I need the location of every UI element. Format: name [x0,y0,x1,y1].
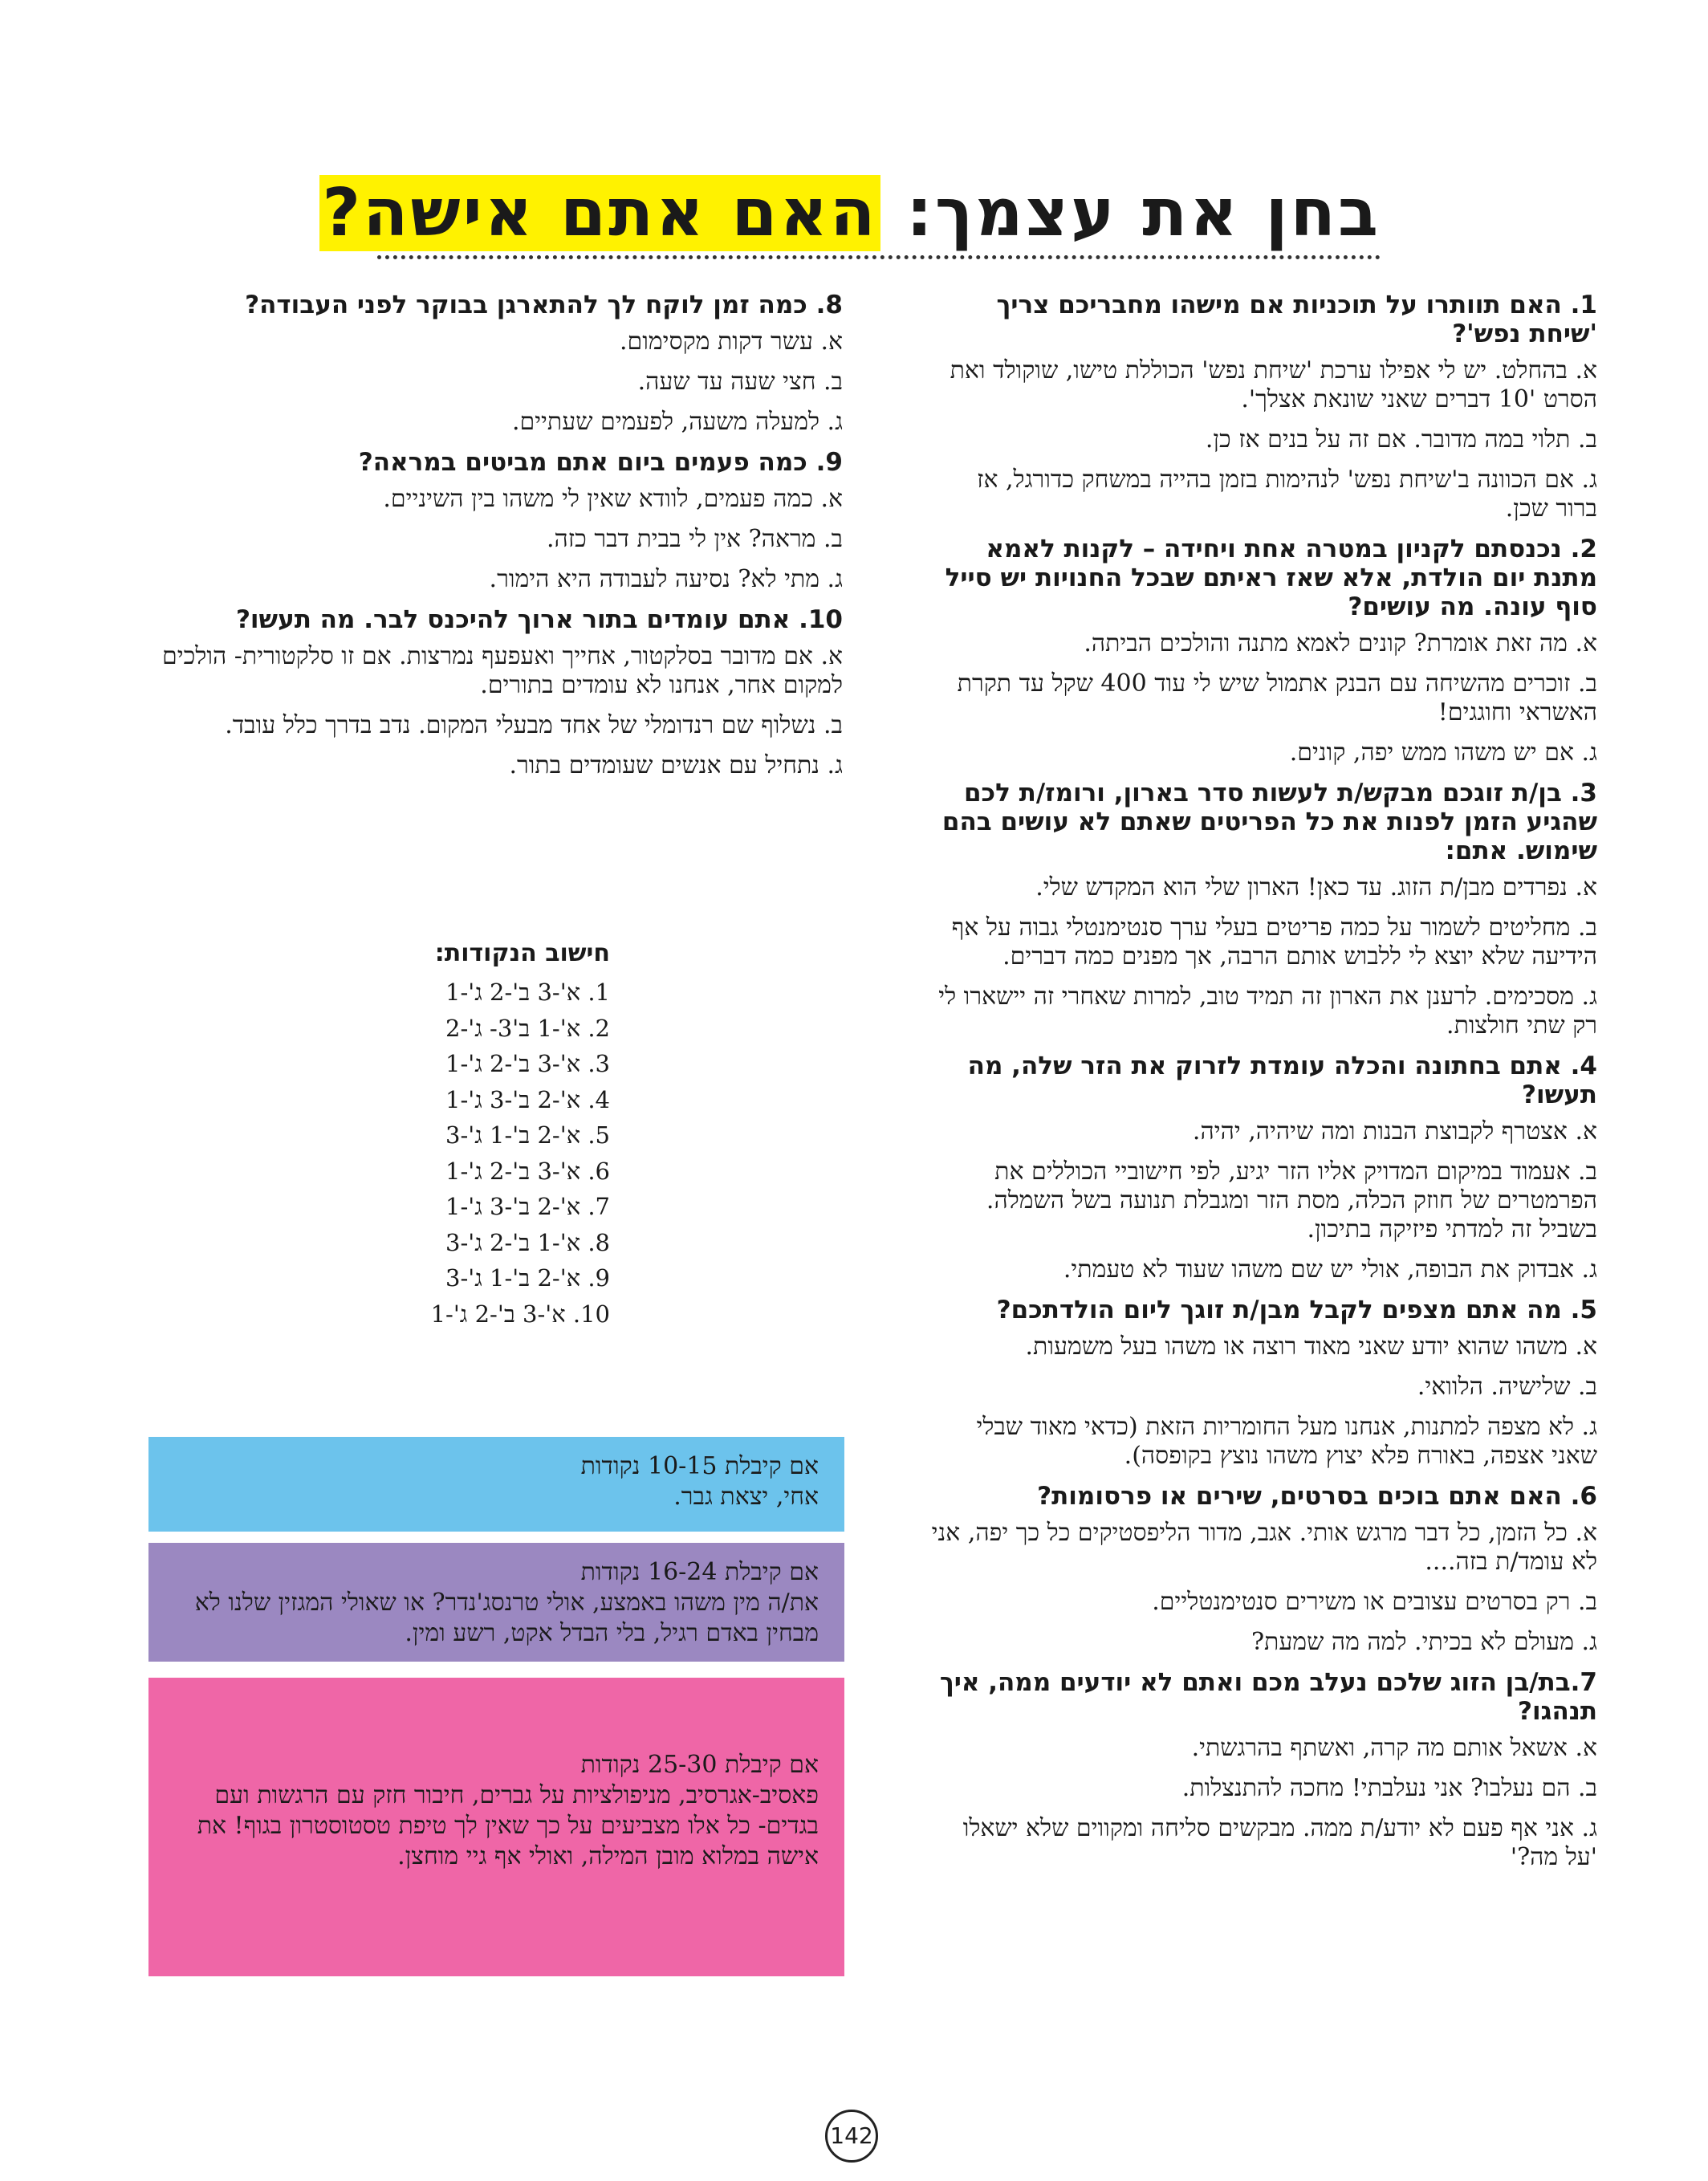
answer-c: ג. מתי לא? נסיעה לעבודה היא הימור. [489,565,843,593]
question-text: 2. נכנסתם לקניון במטרה אחת ויחידה – לקנות לאמא מתנת יום הולדת, אלא שאז ראיתם שבכל החנויות יש סייל סוף עונה. מה עושים? [945,535,1597,621]
scoring-row: 6. א'-3 ב'-2 ג'-1 [445,1157,610,1185]
scoring-row: 10. א'-3 ב'-2 ג'-1 [430,1300,610,1328]
answer-b: ב. אעמוד במיקום המדויק אליו הזר יגיע, לפי חישוביי הכוללים את הפרמטרים של חוזק הכלה, מסת הזר ומגבלת תנועה בשל השמלה. בשביל זה למדתי פיזיקה בתיכון. [986,1158,1597,1243]
answer-c: ג. מסכימים. לרענן את הארון זה תמיד טוב, למרות שאחרי זה יישארו לי רק שתי חולצות. [938,983,1597,1040]
question-text: 8. כמה זמן לוקח לך להתארגן בבוקר לפני העבודה? [245,291,843,319]
scoring-row: 7. א'-2 ב'-3 ג'-1 [445,1193,610,1220]
answer-a: א. אצטרף לקבוצת הבנות ומה שיהיה, יהיה. [1192,1117,1597,1145]
answer-c: ג. לא מצפה למתנות, אנחנו מעל החומריות הזאת (כדאי מאוד שבלי שאני אצפה, באורח פלא יצוץ משהו נוצץ בקופסה). [976,1413,1597,1470]
result-box-low [148,1437,844,1532]
answer-c: ג. מעולם לא בכיתי. למה מה שמעת? [1250,1628,1597,1656]
question-text: 5. מה אתם מצפים לקבל מבן/ת זוגך ליום הולדתכם? [996,1296,1597,1324]
answer-b: ב. זוכרים מהשיחה עם הבנק אתמול שיש לי עוד 400 שקל עד תקרת האשראי וחוגגים! [957,669,1597,726]
answer-a: א. נפרדים מבן/ת הזוג. עד כאן! הארון שלי הוא המקדש שלי. [1035,873,1597,901]
answer-c: ג. אם יש משהו ממש יפה, קונים. [1289,739,1597,767]
result-heading: אם קיבלת 10-15 נקודות [580,1452,819,1480]
result-text: את/ה מין משהו באמצע, אולי טרנסג'נדר? או שאולי המגזין שלנו לא מבחין באדם רגיל, בלי הבדל אקט, רשע ומין. [194,1589,819,1647]
question-2 [929,535,1597,767]
question-7 [929,1668,1597,1872]
title-heading [322,175,1381,252]
result-text: פאסיב-אגרסיב, מניפולציות על גברים, חיבור חזק עם הרגשות ועם בגדים- כל אלו מצביעים על כך שאין לך טיפת טסטוסטרון בגוף! את אישה במלוא מובן המילה, ואולי אף גיי מוחצן. [197,1781,819,1870]
question-text: 3. בן/ת זוגכם מבקש/ת לעשות סדר בארון, ורומז/ת לכם שהגיע הזמן לפנות את כל הפריטים שאתם לא עושים בהם שימוש. אתם: [941,779,1597,865]
answer-a: א. אשאל אותם מה קרה, ואשתף בהרגשתי. [1191,1734,1597,1762]
answer-a: א. אם מדובר בסלקטור, אחייך ואעפעף נמרצות. אם זו סלקטורית- הולכים למקום אחר, אנחנו לא עומדים בתורים. [162,642,843,699]
question-4 [929,1052,1597,1284]
answer-a: א. משהו שהוא יודע שאני מאוד רוצה או משהו בעל משמעות. [1025,1333,1597,1361]
questions-column-left [152,291,843,791]
answer-b: ב. חצי שעה עד שעה. [637,368,843,396]
question-text: 6. האם אתם בוכים בסרטים, שירים או פרסומות? [1037,1482,1597,1511]
question-8 [152,291,843,437]
question-text: 4. אתם בחתונה והכלה עומדת לזרוק את הזר שלה, מה תעשו? [967,1052,1597,1109]
answer-c: ג. נתחיל עם אנשים שעומדים בתור. [509,751,843,779]
answer-c: ג. אני אף פעם לא יודע/ת ממה. מבקשים סליחה ומקווים שלא ישאלו 'על מה?' [962,1814,1597,1871]
answer-a: א. בהחלט. יש לי אפילו ערכת 'שיחת נפש' הכוללת טישו, שוקולד ואת הסרט '10 דברים שאני שונאת אצלך'. [950,356,1597,413]
answer-c: ג. למעלה משעה, לפעמים שעתיים. [511,408,843,436]
scoring-row: 2. א'-1 ב'3- ג'-2 [445,1014,610,1042]
answer-b: ב. שלישיה. הלוואי. [1417,1373,1597,1401]
question-9 [152,448,843,594]
result-heading: אם קיבלת 16-24 נקודות [580,1558,819,1586]
question-3 [929,779,1597,1040]
answer-c: ג. אבדוק את הבופה, אולי יש שם משהו שעוד לא טעמתי. [1063,1255,1597,1284]
question-6 [929,1482,1597,1657]
question-5 [929,1296,1597,1471]
answer-a: א. עשר דקות מקסימום. [619,328,843,356]
answer-b: ב. תלוי במה מדובר. אם זה על בנים אז כן. [1205,425,1597,454]
answer-a: א. כמה פעמים, לוודא שאין לי משהו בין השיניים. [383,485,843,513]
title-highlight: האם אתם אישה? [319,175,881,251]
scoring-row: 3. א'-3 ב'-2 ג'-1 [445,1050,610,1077]
page-title [322,175,1381,259]
answer-b: ב. נשלוף שם רנדומלי של אחד מבעלי המקום. נדב בדרך כלל עובד. [225,711,843,739]
scoring-row: 9. א'-2 ב'-1 ג'-3 [445,1264,610,1292]
scoring-table [353,938,610,1332]
question-text: 7.בת/בן הזוג שלכם נעלב מכם ואתם לא יודעים ממה, איך תנהגו? [939,1668,1597,1726]
scoring-row: 8. א'-1 ב'-2 ג'-3 [445,1228,610,1256]
page-number: 142 [825,2110,878,2163]
answer-a: א. כל הזמן, כל דבר מרגש אותי. אגב, מדור הליפסטיקים כל כך יפה, אני לא עומד/ת בזה.... [931,1519,1597,1576]
scoring-row: 4. א'-2 ב'-3 ג'-1 [445,1085,610,1113]
result-box-high [148,1678,844,1976]
result-text: אחי, יצאת גבר. [673,1483,819,1511]
answer-b: ב. הם נעלבו? אני נעלבתי! מחכה להתנצלות. [1181,1774,1597,1802]
answer-a: א. מה זאת אומרת? קונים לאמא מתנה והולכים הביתה. [1084,629,1597,657]
question-text: 1. האם תוותרו על תוכניות אם מישהו מחבריכם צריך 'שיחת נפש'? [996,291,1597,348]
scoring-row: 1. א'-3 ב'-2 ג'-1 [445,979,610,1006]
question-10 [152,605,843,780]
question-text: 9. כמה פעמים ביום אתם מביטים במראה? [358,448,843,477]
questions-column-right [929,291,1597,1883]
scoring-title: חישוב הנקודות: [434,939,610,967]
answer-b: ב. מחליטים לשמור על כמה פריטים בעלי ערך סנטימנטלי גבוה על אף הידיעה שלא יוצא לי ללבוש אותם הרבה, אך מפנים כמה דברים. [951,913,1597,970]
answer-b: ב. מראה? אין לי בבית דבר כזה. [546,525,843,553]
question-text: 10. אתם עומדים בתור ארוך להיכנס לבר. מה תעשו? [235,605,843,634]
title-prefix: בחן את עצמך: [906,175,1381,251]
result-box-mid [148,1543,844,1662]
question-1 [929,291,1597,523]
answer-b: ב. רק בסרטים עצובים או משירים סנטימנטליים. [1152,1588,1597,1616]
answer-c: ג. אם הכוונה ב'שיחת נפש' לנהימות בזמן בהייה במשחק כדורגל, אז ברור שכן. [977,466,1597,523]
scoring-row: 5. א'-2 ב'-1 ג'-3 [445,1121,610,1149]
result-heading: אם קיבלת 25-30 נקודות [580,1751,819,1779]
